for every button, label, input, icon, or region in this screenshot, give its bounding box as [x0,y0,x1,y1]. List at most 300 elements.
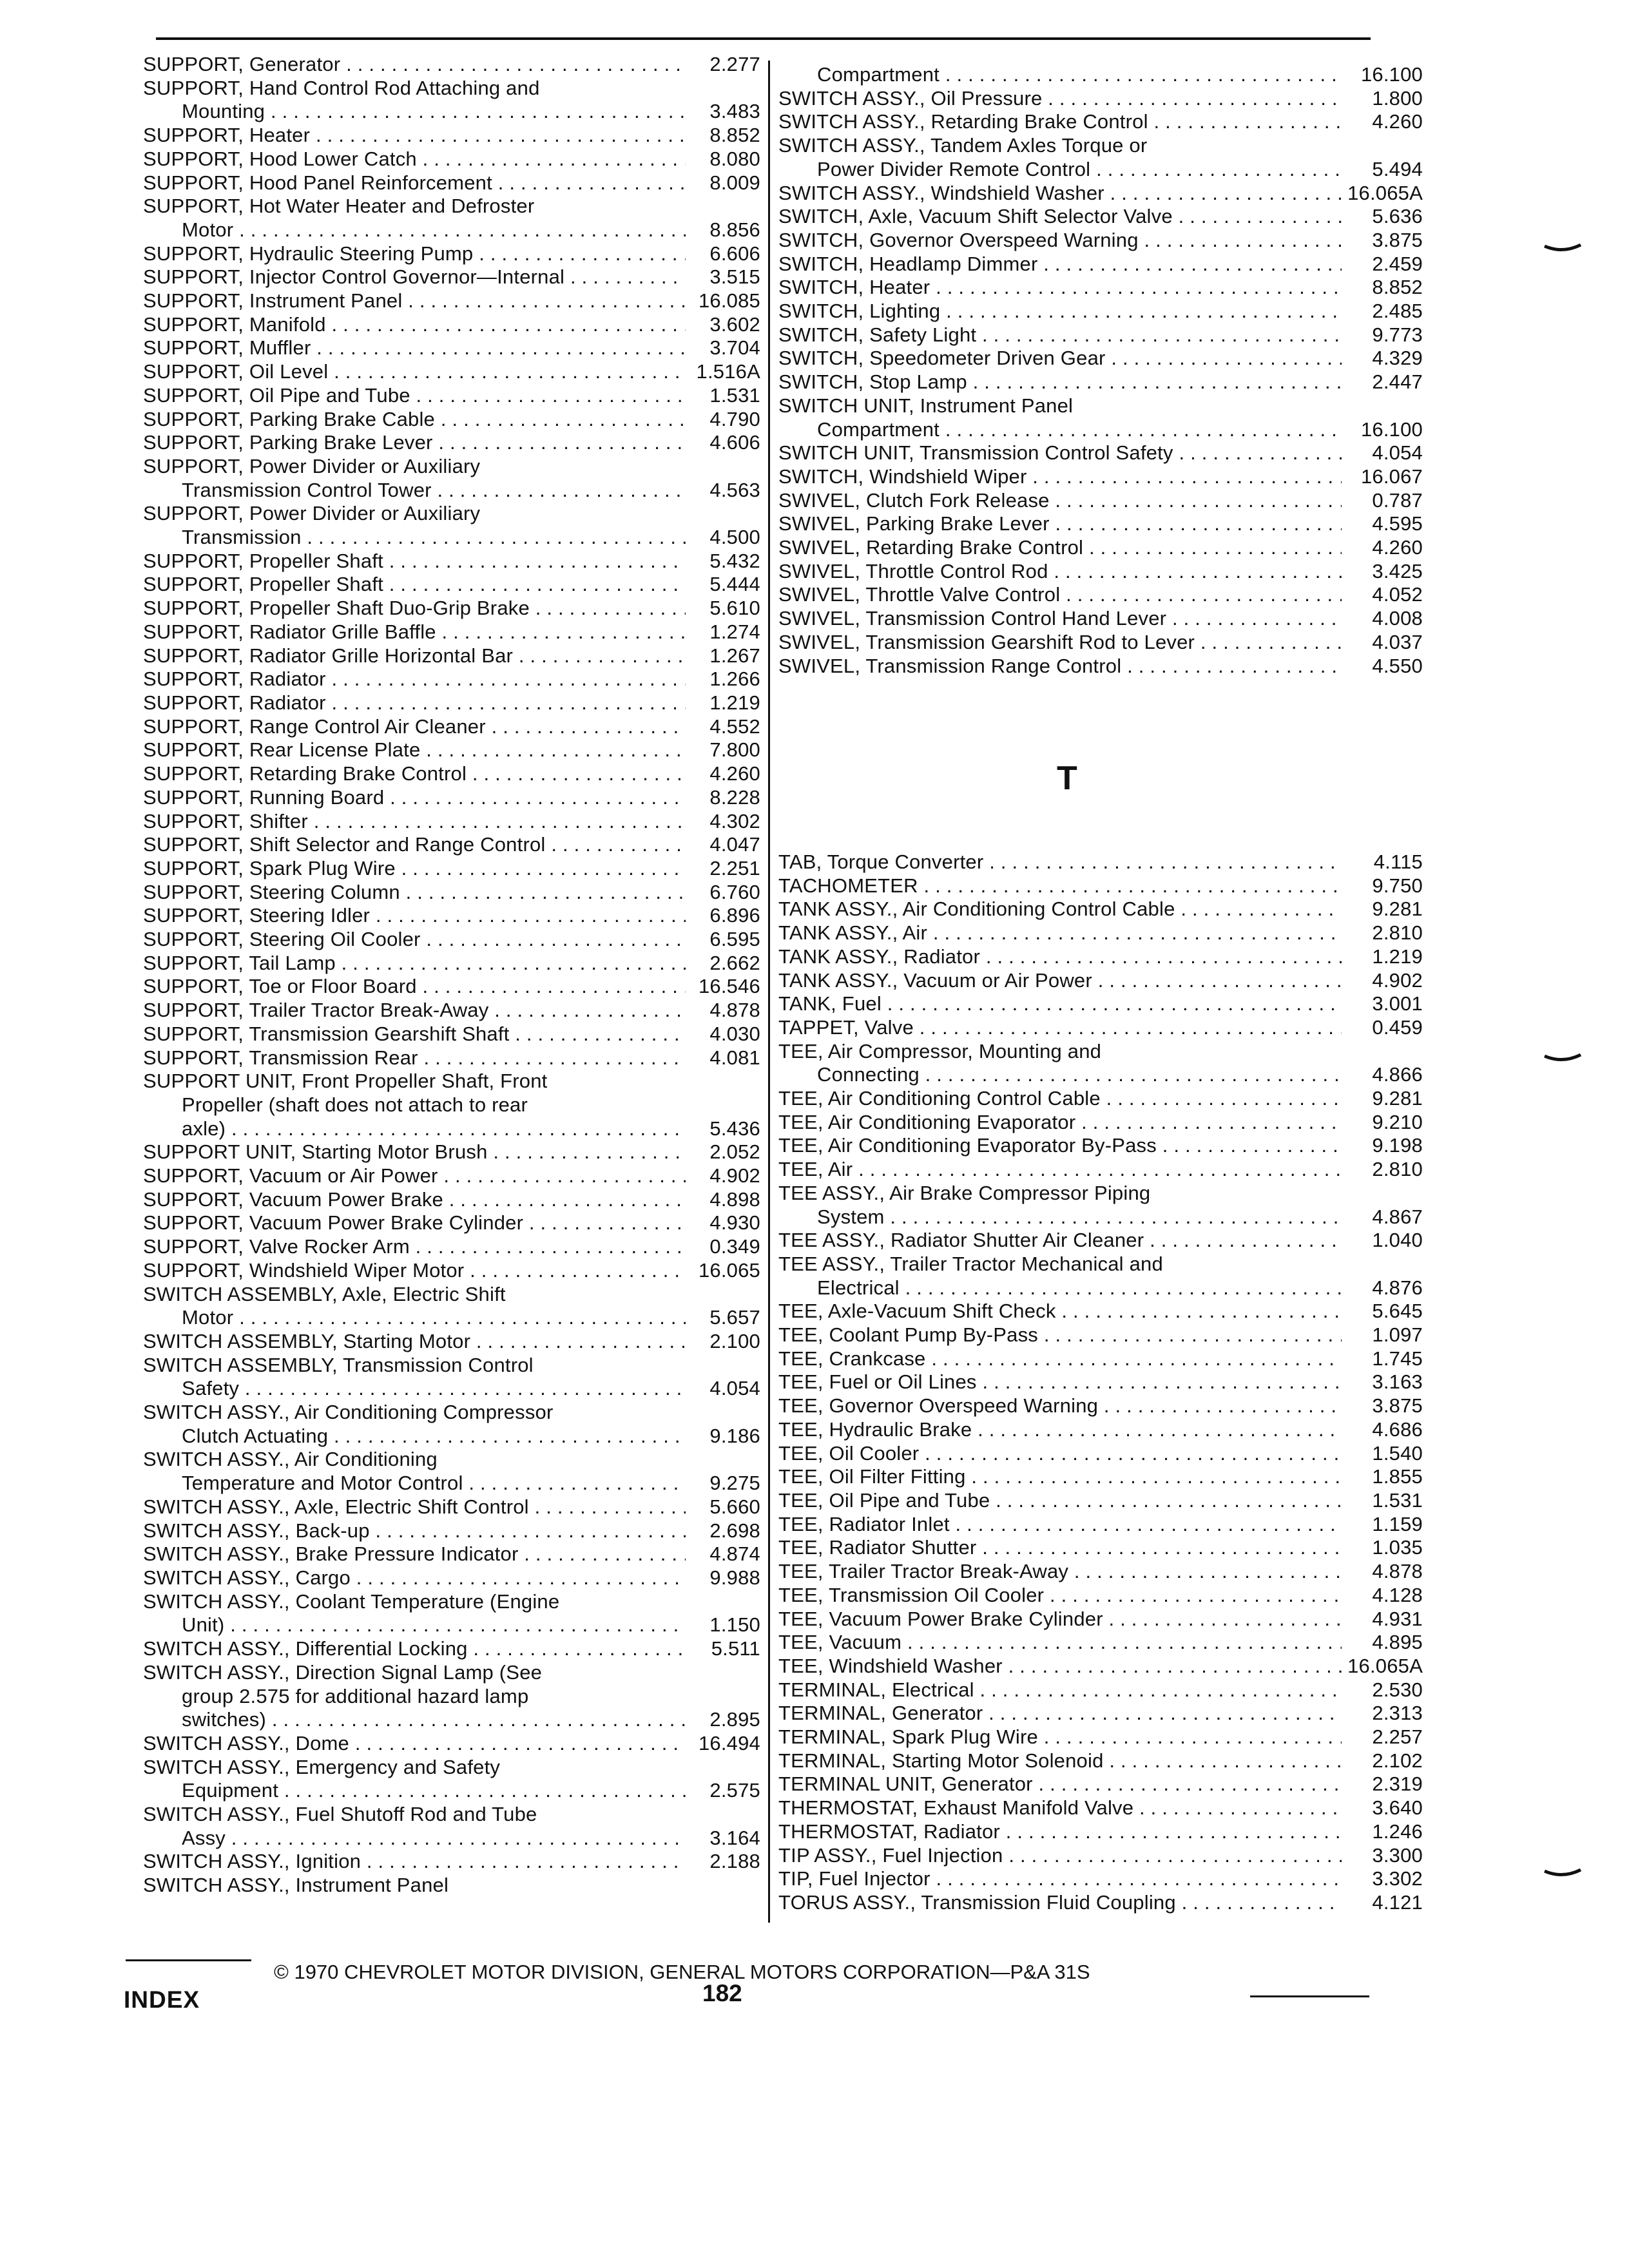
index-entry-line [778,1867,1423,1891]
index-entry-line [143,1330,760,1354]
index-entry-line [143,1590,760,1614]
index-entry-line [143,1519,760,1543]
index-entry-page: 3.302 [1372,1867,1423,1890]
index-entry-line [143,171,760,195]
index-entry-line [778,1655,1423,1678]
index-entry-line [143,289,760,313]
index-entry-line [778,63,1423,87]
index-entry-name: SUPPORT, Hood Lower Catch . . . [143,148,686,171]
index-entry-line [778,874,1423,898]
index-entry-name: TIP ASSY., Fuel Injection . . . [778,1844,1342,1868]
index-entry-page: 4.037 [1372,630,1423,653]
index-entry-page: 2.277 [709,53,760,75]
index-entry-line [778,1465,1423,1489]
index-entry-line [143,1708,760,1732]
index-entry-page: 16.546 [698,975,760,998]
index-entry-page: 4.895 [1372,1631,1423,1654]
index-entry-line [143,100,760,124]
index-entry-line [143,1023,760,1046]
index-entry-page: 4.128 [1372,1583,1423,1606]
index-entry-page: 4.054 [1372,441,1423,465]
index-entry-name: SWITCH ASSEMBLY, Starting Motor . . . [143,1330,686,1354]
index-entry-page: 3.515 [709,265,760,289]
index-entry-name: SUPPORT, Trailer Tractor Break-Away . . . [143,999,686,1023]
index-entry-name: TAB, Torque Converter . . . [778,850,1342,874]
index-entry-line [143,1732,760,1756]
index-entry-page: 4.898 [709,1187,760,1211]
index-entry-page: 4.866 [1372,1063,1423,1086]
index-entry-line [143,1827,760,1850]
index-entry-line [778,1276,1423,1300]
index-entry-name: SUPPORT, Power Divider or Auxiliary [143,502,481,525]
index-entry-line [778,300,1423,323]
index-entry-page: 1.516A [696,360,760,383]
index-entry-page: 8.009 [709,171,760,194]
index-entry-page: 1.267 [709,644,760,667]
index-entry-page: 4.867 [1372,1205,1423,1228]
index-entry-line [143,479,760,503]
index-entry-line [778,921,1423,945]
index-entry-line [143,455,760,479]
index-entry-name: SUPPORT, Vacuum Power Brake Cylinder . . . [143,1211,686,1235]
index-entry-page: 3.875 [1372,228,1423,251]
index-entry-line [778,1773,1423,1796]
index-entry-name: SUPPORT UNIT, Front Propeller Shaft, Front [143,1070,548,1093]
index-entry-name: SUPPORT, Running Board . . . [143,786,686,810]
index-entry-name: SWIVEL, Parking Brake Lever . . . [778,512,1342,536]
index-entry-line [778,536,1423,560]
index-entry-name: SWITCH ASSY., Back-up . . . [143,1519,686,1543]
index-entry-line [778,898,1423,921]
index-entry-line [143,1542,760,1566]
index-entry-name: SUPPORT, Hand Control Rod Attaching and [143,76,540,99]
index-entry-name: Safety . . . [143,1377,686,1401]
index-entry-page: 2.575 [709,1779,760,1802]
index-entry-page: 1.800 [1372,86,1423,110]
footer-rule-left [126,1959,251,1961]
index-entry-page: 1.097 [1372,1323,1423,1347]
index-entry-line [778,441,1423,465]
index-entry-line [778,276,1423,300]
right-column-bottom [778,850,1423,1915]
index-entry-name: TEE, Hydraulic Brake . . . [778,1418,1342,1442]
index-entry-line [778,370,1423,394]
index-entry-page: 1.246 [1372,1820,1423,1843]
index-entry-name: TEE, Oil Filter Fitting . . . [778,1465,1342,1489]
index-entry-name: Transmission . . . [143,526,686,550]
index-entry-name: Motor . . . [143,218,686,242]
index-entry-line [778,1608,1423,1631]
index-entry-name: SWITCH, Axle, Vacuum Shift Selector Valve . . . [778,205,1342,229]
index-entry-name: SUPPORT, Valve Rocker Arm . . . [143,1235,686,1259]
index-entry-line [778,1560,1423,1584]
index-entry-name: TANK, Fuel . . . [778,992,1342,1016]
index-entry-name: SUPPORT, Radiator Grille Horizontal Bar . . . [143,644,686,668]
index-entry-line [778,182,1423,206]
index-entry-page: 4.902 [709,1164,760,1187]
index-entry-line [143,1259,760,1283]
index-entry-name: TEE ASSY., Radiator Shutter Air Cleaner . . . [778,1229,1342,1253]
index-entry-page: 16.100 [1360,63,1423,86]
index-entry-page: 1.855 [1372,1465,1423,1488]
index-entry-line [143,1093,760,1117]
index-entry-page: 6.606 [709,242,760,265]
footer-index-label: INDEX [124,1986,200,2013]
index-entry-page: 5.436 [709,1117,760,1140]
index-entry-name: SWITCH ASSEMBLY, Axle, Electric Shift [143,1282,506,1305]
index-entry-name: TORUS ASSY., Transmission Fluid Coupling . . . [778,1891,1342,1915]
index-entry-page: 4.878 [709,999,760,1022]
index-entry-page: 2.188 [709,1850,760,1873]
index-entry-page: 3.640 [1372,1796,1423,1820]
index-entry-page: 5.494 [1372,157,1423,180]
index-entry-name: TEE, Crankcase . . . [778,1347,1342,1371]
index-entry-line [143,668,760,691]
index-entry-page: 4.552 [709,715,760,738]
index-entry-page: 2.810 [1372,921,1423,945]
index-entry-name: SWITCH ASSY., Oil Pressure . . . [778,87,1342,111]
index-entry-name: SUPPORT, Radiator . . . [143,691,686,715]
index-entry-page: 8.228 [709,785,760,809]
index-entry-page: 4.606 [709,431,760,454]
index-entry-name: SUPPORT, Parking Brake Lever . . . [143,431,686,455]
index-entry-line [778,418,1423,442]
index-entry-page: 9.281 [1372,1087,1423,1110]
index-entry-line [143,218,760,242]
index-entry-name: Motor . . . [143,1306,686,1330]
index-entry-line [778,1513,1423,1537]
index-entry-page: 4.260 [1372,536,1423,559]
index-entry-page: 9.275 [709,1472,760,1495]
index-entry-name: TEE, Trailer Tractor Break-Away . . . [778,1560,1342,1584]
index-entry-name: TEE, Air Conditioning Control Cable . . . [778,1087,1342,1111]
index-entry-page: 9.198 [1372,1134,1423,1157]
index-entry-line [778,1063,1423,1087]
index-entry-name: SUPPORT, Propeller Shaft . . . [143,550,686,573]
index-entry-page: 16.100 [1360,418,1423,441]
index-entry-page: 2.319 [1372,1773,1423,1796]
index-entry-name: SWITCH ASSY., Ignition . . . [143,1850,686,1874]
index-entry-page: 3.300 [1372,1843,1423,1867]
index-entry-line [778,1536,1423,1560]
index-entry-page: 2.313 [1372,1702,1423,1725]
index-entry-name: TANK ASSY., Vacuum or Air Power . . . [778,969,1342,993]
index-entry-line [778,1394,1423,1418]
index-entry-name: SUPPORT, Propeller Shaft . . . [143,573,686,597]
index-entry-page: 5.432 [709,549,760,572]
index-entry-name: SUPPORT, Windshield Wiper Motor . . . [143,1259,686,1283]
index-entry-line [143,526,760,550]
index-entry-line [143,810,760,834]
index-entry-name: SWITCH, Headlamp Dimmer . . . [778,253,1342,276]
index-entry-line [778,1702,1423,1725]
index-entry-name: SUPPORT UNIT, Starting Motor Brush . . . [143,1140,686,1164]
index-entry-line [143,1803,760,1827]
index-entry-name: THERMOSTAT, Radiator . . . [778,1820,1342,1844]
index-entry-line [143,1472,760,1495]
index-entry-line [143,762,760,786]
index-entry-line [143,1164,760,1188]
index-entry-line [778,229,1423,253]
index-entry-page: 2.698 [709,1519,760,1542]
index-entry-name: Transmission Control Tower . . . [143,479,686,503]
index-entry-page: 4.260 [1372,110,1423,133]
index-entry-name: SWITCH ASSY., Differential Locking . . . [143,1637,686,1661]
index-entry-name: SUPPORT, Hood Panel Reinforcement . . . [143,171,686,195]
index-entry-line [778,1229,1423,1253]
index-entry-page: 2.530 [1372,1678,1423,1701]
index-entry-line [778,1253,1423,1276]
index-entry-name: SUPPORT, Parking Brake Cable . . . [143,408,686,432]
index-entry-page: 4.121 [1372,1890,1423,1914]
index-entry-name: TACHOMETER . . . [778,874,1342,898]
index-entry-name: TANK ASSY., Air Conditioning Control Cable . . . [778,898,1342,921]
index-entry-line [778,394,1423,418]
index-entry-name: TEE, Air Conditioning Evaporator By-Pass . . . [778,1134,1342,1158]
index-entry-line [143,1756,760,1780]
index-entry-page: 3.164 [709,1826,760,1849]
index-entry-name: Connecting . . . [778,1063,1342,1087]
index-entry-page: 2.100 [709,1329,760,1352]
index-entry-name: SUPPORT, Rear License Plate . . . [143,738,686,762]
index-entry-page: 2.662 [709,951,760,974]
index-entry-line [143,1235,760,1259]
index-entry-line [143,1046,760,1070]
index-entry-page: 1.531 [1372,1488,1423,1512]
index-entry-page: 7.800 [709,738,760,762]
index-entry-page: 3.425 [1372,559,1423,582]
index-entry-line [143,999,760,1023]
index-entry-name: TEE, Air Conditioning Evaporator . . . [778,1111,1342,1135]
index-entry-line [143,1425,760,1448]
index-entry-page: 4.500 [709,526,760,549]
index-entry-line [778,1016,1423,1040]
index-entry-name: SWITCH ASSY., Cargo . . . [143,1566,686,1590]
index-entry-line [143,1613,760,1637]
index-entry-line [778,1323,1423,1347]
index-entry-line [143,336,760,360]
index-entry-page: 4.876 [1372,1276,1423,1299]
index-entry-page: 9.281 [1372,898,1423,921]
index-entry-line [778,1678,1423,1702]
index-entry-page: 1.219 [709,691,760,714]
index-entry-page: 16.067 [1360,465,1423,488]
footer-page-number: 182 [702,1980,742,2006]
index-entry-name: Compartment . . . [778,418,1342,442]
index-entry-name: SUPPORT, Hydraulic Steering Pump . . . [143,242,686,266]
index-entry-line [778,1134,1423,1158]
index-entry-line [778,489,1423,513]
index-entry-page: 4.054 [709,1377,760,1400]
index-entry-name: SUPPORT, Power Divider or Auxiliary [143,454,481,477]
index-entry-line [143,573,760,597]
index-entry-line [143,384,760,408]
index-entry-name: SUPPORT, Instrument Panel . . . [143,289,686,313]
index-entry-page: 4.930 [709,1211,760,1235]
index-entry-line [778,992,1423,1016]
index-entry-line [778,253,1423,276]
index-entry-name: SWIVEL, Transmission Range Control . . . [778,655,1342,678]
index-entry-page: 2.257 [1372,1725,1423,1749]
index-entry-name: SUPPORT, Steering Oil Cooler . . . [143,928,686,952]
index-entry-name: SWITCH ASSY., Direction Signal Lamp (See [143,1660,543,1684]
index-entry-line [778,1418,1423,1442]
index-entry-name: SUPPORT, Vacuum or Air Power . . . [143,1164,686,1188]
index-entry-name: SWITCH ASSY., Fuel Shutoff Rod and Tube [143,1803,537,1826]
index-entry-name: SUPPORT, Tail Lamp . . . [143,952,686,975]
index-entry-line [143,1211,760,1235]
index-entry-line [143,833,760,857]
index-entry-page: 4.302 [709,809,760,832]
index-entry-page: 4.931 [1372,1607,1423,1630]
index-entry-line [778,1725,1423,1749]
index-entry-page: 9.210 [1372,1110,1423,1133]
index-entry-line [143,1306,760,1330]
index-entry-name: SUPPORT, Shifter . . . [143,810,686,834]
index-entry-name: TEE, Governor Overspeed Warning . . . [778,1394,1342,1418]
index-entry-name: Clutch Actuating . . . [143,1425,686,1448]
index-entry-page: 4.052 [1372,583,1423,606]
index-entry-name: TERMINAL, Starting Motor Solenoid . . . [778,1749,1342,1773]
index-entry-name: SUPPORT, Steering Column . . . [143,881,686,905]
index-entry-name: SWITCH, Speedometer Driven Gear . . . [778,347,1342,370]
index-entry-page: 4.563 [709,478,760,501]
index-entry-name: SUPPORT, Heater . . . [143,124,686,148]
index-entry-page: 8.856 [709,218,760,241]
index-entry-name: SUPPORT, Toe or Floor Board . . . [143,975,686,999]
index-entry-name: SUPPORT, Oil Pipe and Tube . . . [143,384,686,408]
index-entry-page: 8.852 [1372,276,1423,299]
index-entry-page: 1.266 [709,668,760,691]
index-entry-name: TAPPET, Valve . . . [778,1016,1342,1040]
index-entry-line [778,1489,1423,1513]
index-entry-line [778,465,1423,489]
index-entry-name: SUPPORT, Transmission Rear . . . [143,1046,686,1070]
index-entry-page: 3.163 [1372,1370,1423,1394]
top-rule [156,37,1371,40]
index-entry-name: Mounting . . . [143,100,686,124]
index-entry-line [143,975,760,999]
index-entry-line [143,715,760,739]
index-entry-name: TANK ASSY., Radiator . . . [778,945,1342,969]
index-entry-name: TANK ASSY., Air . . . [778,921,1342,945]
index-entry-name: TEE, Transmission Oil Cooler . . . [778,1584,1342,1608]
index-entry-line [143,1283,760,1307]
index-entry-name: SUPPORT, Spark Plug Wire . . . [143,857,686,881]
index-entry-line [143,1495,760,1519]
index-entry-page: 16.085 [698,289,760,312]
index-entry-page: 1.219 [1372,945,1423,968]
index-entry-page: 1.159 [1372,1512,1423,1535]
index-entry-line [143,313,760,337]
index-entry-name: SUPPORT, Transmission Gearshift Shaft . . . [143,1023,686,1046]
index-entry-line [143,1401,760,1425]
index-entry-name: SWITCH ASSY., Dome . . . [143,1732,686,1756]
index-entry-page: 4.030 [709,1022,760,1045]
footer-copyright: © 1970 CHEVROLET MOTOR DIVISION, GENERAL MOTORS CORPORATION—P&A 31S [274,1961,1090,1983]
index-entry-line [143,857,760,881]
index-entry-line [778,512,1423,536]
index-entry-name: TEE ASSY., Air Brake Compressor Piping [778,1181,1151,1204]
index-entry-line [778,1844,1423,1868]
index-entry-line [143,904,760,928]
index-entry-name: SWITCH ASSY., Axle, Electric Shift Control . . . [143,1495,686,1519]
index-entry-line [778,134,1423,158]
index-entry-line [778,1111,1423,1135]
index-entry-page: 4.878 [1372,1560,1423,1583]
index-entry-line [778,607,1423,631]
index-entry-name: Temperature and Motor Control . . . [143,1472,686,1495]
index-entry-name: SWITCH ASSEMBLY, Transmission Control [143,1353,534,1376]
index-entry-name: group 2.575 for additional hazard lamp [182,1684,529,1707]
section-letter-heading: T [1057,760,1077,797]
index-entry-page: 4.081 [709,1046,760,1069]
index-entry-line [143,786,760,810]
index-entry-page: 0.349 [709,1235,760,1258]
index-entry-line [778,1891,1423,1915]
index-entry-name: SWIVEL, Clutch Fork Release . . . [778,489,1342,513]
index-entry-name: SWITCH ASSY., Emergency and Safety [143,1755,501,1778]
index-entry-page: 16.065A [1347,1654,1423,1677]
index-entry-line [778,1040,1423,1064]
index-entry-page: 1.150 [709,1613,760,1637]
index-entry-name: Propeller (shaft does not attach to rear [182,1093,528,1116]
index-entry-page: 9.750 [1372,874,1423,897]
index-entry-name: SUPPORT, Retarding Brake Control . . . [143,762,686,786]
index-entry-line [778,850,1423,874]
index-entry-page: 9.988 [709,1566,760,1589]
binder-hole-mark [1543,1869,1582,1878]
index-entry-line [778,158,1423,182]
index-entry-name: TEE, Fuel or Oil Lines . . . [778,1370,1342,1394]
index-entry-line [778,1584,1423,1608]
index-entry-line [143,148,760,171]
index-entry-page: 4.790 [709,407,760,430]
index-entry-name: SWIVEL, Retarding Brake Control . . . [778,536,1342,560]
index-entry-page: 4.047 [709,833,760,856]
binder-hole-mark [1543,1053,1582,1062]
index-entry-page: 2.810 [1372,1158,1423,1181]
index-entry-line [143,1354,760,1378]
index-entry-line [143,644,760,668]
index-entry-name: SWITCH UNIT, Instrument Panel [778,394,1074,417]
index-entry-line [778,110,1423,134]
index-entry-name: SWITCH, Governor Overspeed Warning . . . [778,229,1342,253]
index-entry-page: 4.550 [1372,654,1423,677]
index-entry-name: System . . . [778,1206,1342,1229]
index-entry-line [778,583,1423,607]
index-entry-line [143,242,760,266]
index-entry-line [143,1566,760,1590]
index-entry-name: SUPPORT, Oil Level . . . [143,360,686,384]
index-entry-page: 5.645 [1372,1300,1423,1323]
index-entry-page: 2.485 [1372,300,1423,323]
index-entry-line [143,124,760,148]
index-entry-page: 2.251 [709,856,760,879]
index-entry-name: TEE ASSY., Trailer Tractor Mechanical and [778,1252,1163,1275]
footer-rule-right [1250,1995,1369,1997]
index-entry-page: 0.787 [1372,488,1423,512]
index-entry-name: SUPPORT, Generator . . . [143,53,686,77]
index-entry-page: 3.704 [709,336,760,360]
index-entry-page: 6.896 [709,904,760,927]
index-entry-page: 4.329 [1372,347,1423,370]
index-entry-name: SWIVEL, Transmission Control Hand Lever . . . [778,607,1342,631]
index-entry-line [778,347,1423,370]
index-entry-name: TEE, Oil Pipe and Tube . . . [778,1489,1342,1513]
index-entry-name: TEE, Vacuum . . . [778,1631,1342,1655]
index-entry-page: 3.602 [709,312,760,336]
